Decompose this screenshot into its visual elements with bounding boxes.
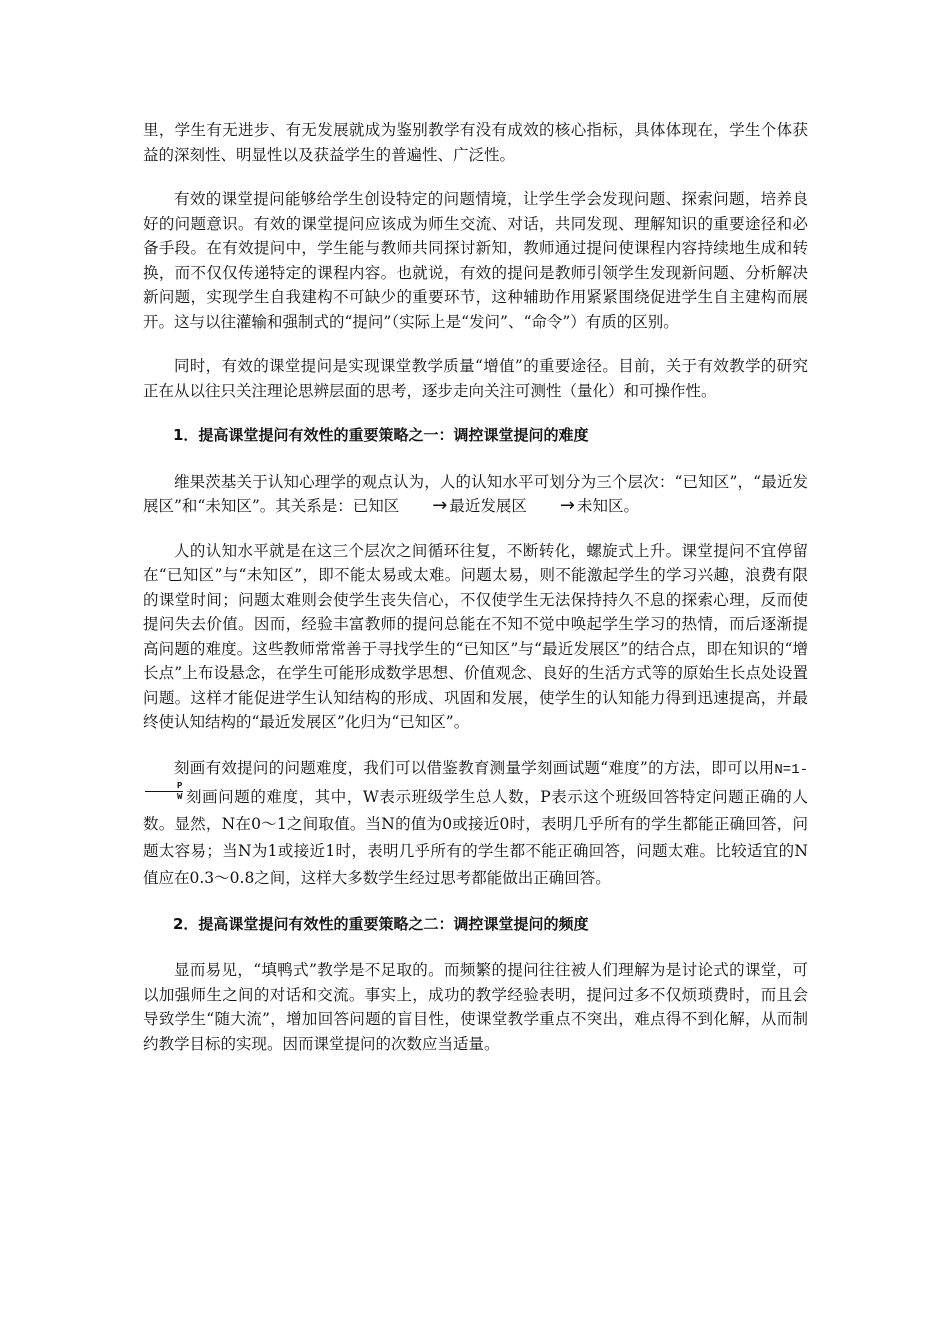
paragraph-6-text-a: 刻画有效提问的问题难度，我们可以借鉴教育测量学刻画试题“难度”的方法，即可以用 <box>174 758 775 777</box>
paragraph-6-text-b: 刻画问题的难度，其中，W表示班级学生总人数，P表示这个班级回答特定问题正确的人数。显然，N在0～1之间取值。当N的值为0或接近0时，表明几乎所有的学生都能正确回答，问题太容易；当N为1或接近1时，表明几乎所有的学生都不能正确回答，问题太难。比较适宜的N值应在0.3～0.8之间，这样大多数学生经过思考都能做出正确回答。 <box>143 787 808 887</box>
formula-fraction <box>145 781 183 802</box>
section-heading-1: 1．提高课堂提问有效性的重要策略之一：调控课堂提问的难度 <box>173 426 589 444</box>
paragraph-1: 里，学生有无进步、有无发展就成为鉴别教学有没有成效的核心指标，具体体现在，学生个体获益的深刻性、明显性以及获益学生的普遍性、广泛性。 <box>143 121 808 164</box>
fraction-denominator: W <box>177 792 183 802</box>
difficulty-formula: N=1- <box>774 761 808 778</box>
paragraph-4-text-c: 未知区。 <box>576 497 639 515</box>
paragraph-7: 显而易见，“填鸭式”教学是不足取的。而频繁的提问往往被人们理解为是讨论式的课堂，可以加强师生之间的对话和交流。事实上，成功的教学经验表明，提问过多不仅烦琐费时，而且会导致学生“随大流”，增加回答问题的盲目性，使课堂教学重点不突出，难点得不到化解，从而制约教学目标的实现。因而课堂提问的次数应当适量。 <box>143 961 808 1053</box>
paragraph-6 <box>143 755 808 892</box>
paragraph-4-text-b: 最近发展区 <box>449 497 527 515</box>
document-body <box>143 118 808 1076</box>
arrow-right-icon: → <box>559 495 575 516</box>
paragraph-2: 有效的课堂提问能够给学生创设特定的问题情境，让学生学会发现问题、探索问题，培养良好的问题意识。有效的课堂提问应该成为师生交流、对话，共同发现、理解知识的重要途径和必备手段。在有效提问中，学生能与教师共同探讨新知，教师通过提问使课程内容持续地生成和转换，而不仅仅传递特定的课程内容。也就说，有效的提问是教师引领学生发现新问题、分析解决新问题，实现学生自我建构不可缺少的重要环节，这种辅助作用紧紧围绕促进学生自主建构而展开。这与以往灌输和强制式的“提问”（实际上是“发问”、“命令”）有质的区别。 <box>143 190 808 331</box>
fraction-numerator: P <box>145 781 183 792</box>
paragraph-3: 同时，有效的课堂提问是实现课堂教学质量“增值”的重要途径。目前，关于有效教学的研究正在从以往只关注理论思辨层面的思考，逐步走向关注可测性（量化）和可操作性。 <box>143 357 808 400</box>
paragraph-5: 人的认知水平就是在这三个层次之间循环往复，不断转化，螺旋式上升。课堂提问不宜停留在“已知区”与“未知区”，即不能太易或太难。问题太易，则不能激起学生的学习兴趣，浪费有限的课堂时间；问题太难则会使学生丧失信心，不仅使学生无法保持持久不息的探索心理，反而使提问失去价值。因而，经验丰富教师的提问总能在不知不觉中唤起学生学习的热情，而后逐渐提高问题的难度。这些教师常常善于寻找学生的“已知区”与“最近发展区”的结合点，即在知识的“增长点”上布设悬念，在学生可能形成数学思想、价值观念、良好的生活方式等的原始生长点处设置问题。这样才能促进学生认知结构的形成、巩固和发展，使学生的认知能力得到迅速提高，并最终使认知结构的“最近发展区”化归为“已知区”。 <box>143 541 808 731</box>
paragraph-4 <box>143 470 808 519</box>
section-heading-2: 2．提高课堂提问有效性的重要策略之二：调控课堂提问的频度 <box>173 914 589 933</box>
paragraph-4-text-a: 维果茨基关于认知心理学的观点认为，人的认知水平可划分为三个层次：“已知区”，“最近发展区”和“未知区”。其关系是：已知区 <box>143 472 808 515</box>
arrow-right-icon: → <box>432 495 448 516</box>
